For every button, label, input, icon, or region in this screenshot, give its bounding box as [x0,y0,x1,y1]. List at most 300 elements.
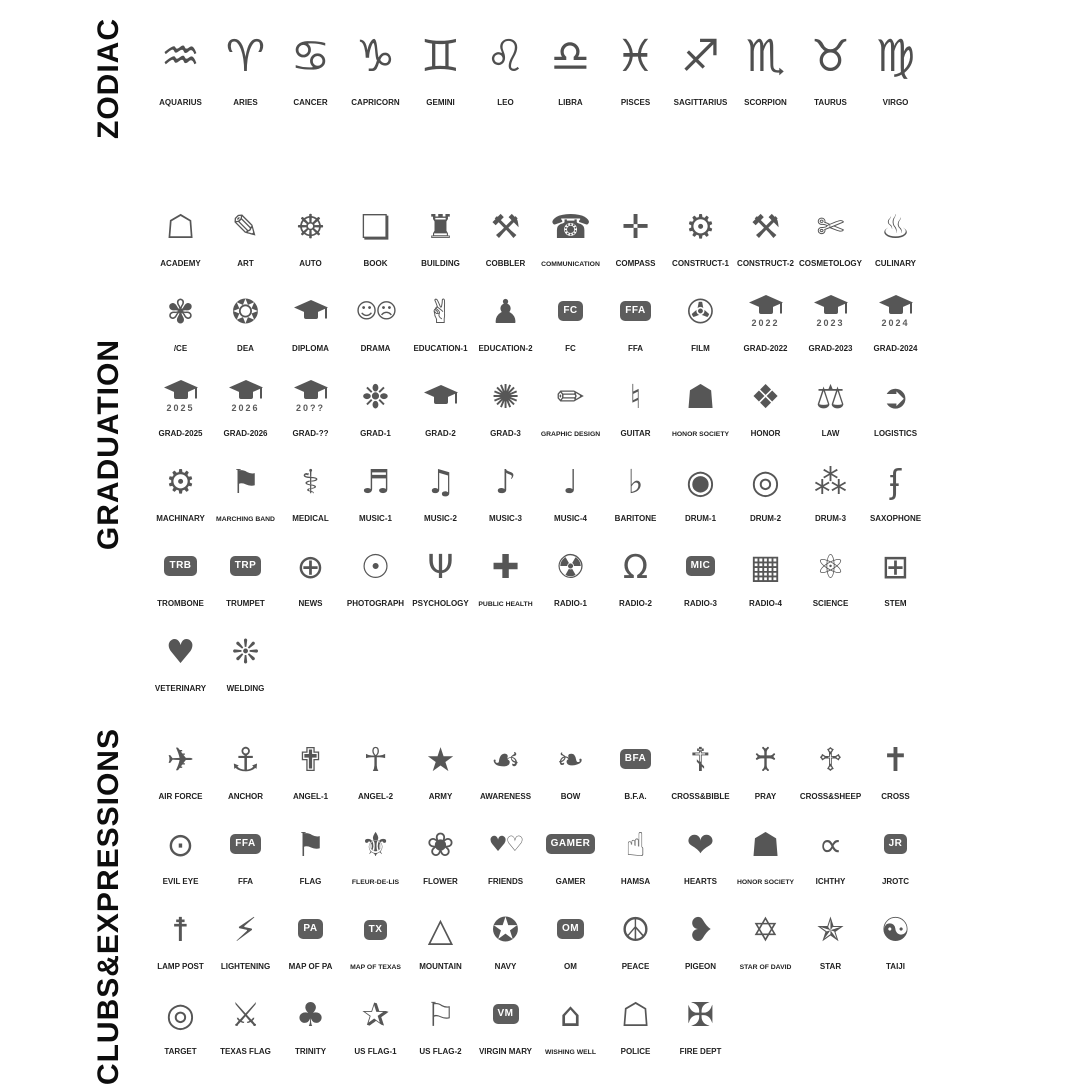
symbol-label: LOGISTICS [873,429,918,439]
virgo-icon [876,18,915,96]
symbol-grad-1 [343,365,408,439]
fire-dept-icon [687,983,715,1045]
graphic-design-icon [557,365,585,429]
lamp-post-glyph: ☨ [171,909,190,949]
symbol-row [148,195,928,269]
drum-2-icon [751,450,780,512]
symbol-label: CROSS&SHEEP [799,792,862,802]
grad-2026-icon [228,365,264,427]
auto-icon [296,195,326,257]
auto-glyph: ☸ [295,206,326,246]
symbol-marching-band [213,450,278,524]
music-2-icon [426,450,456,512]
symbol-label: PSYCHOLOGY [412,599,469,609]
symbol-row [148,620,928,694]
symbol-star-of-david [733,898,798,972]
symbol-grad-2025 [148,365,213,439]
symbol-pisces [603,18,668,108]
symbol-drum-3 [798,450,863,524]
symbol-label: GRAD-3 [490,429,521,439]
symbol-label: ART [237,259,254,269]
libra-icon [551,18,590,96]
symbol-label: TARGET [164,1047,197,1057]
symbol-hearts [668,813,733,887]
photograph-icon [361,535,391,597]
symbol-label: MARCHING BAND [216,515,275,523]
symbol-libra [538,18,603,108]
fleur-de-lis-glyph: ⚜ [360,825,391,865]
anchor-glyph: ⚓ [230,739,261,779]
marching-band-glyph: ⚑ [230,462,261,502]
gamer-monogram: GAMER [546,834,596,854]
symbol-taiji [863,898,928,972]
bow-icon [557,728,585,790]
symbol-row [148,450,928,524]
symbol-ichthy [798,813,863,887]
symbol-label: SCIENCE [812,599,849,609]
symbol-music-1 [343,450,408,524]
symbol-capricorn [343,18,408,108]
flower-glyph: ❀ [426,824,455,864]
ichthy-icon [819,813,843,875]
hearts-icon [687,813,715,875]
symbol-label: LIGHTENING [220,962,271,972]
star-of-david-icon [752,898,780,962]
target-icon [166,983,195,1045]
symbol-trombone [148,535,213,609]
cosmetology-glyph: ✄ [816,206,845,246]
symbol-label: GRAD-2026 [223,429,268,439]
baritone-icon [628,450,644,512]
symbol-label: NAVY [494,962,517,972]
machinary-icon [166,450,196,512]
leo-glyph: ♌ [485,31,526,83]
drama-icon [356,280,396,342]
mountain-glyph: △ [427,909,454,949]
map-of-pa-icon [298,898,322,960]
symbol-radio-3 [668,535,733,609]
grad-2025-year: 2025 [166,403,195,414]
symbol-fire-dept [668,983,733,1057]
army-icon [426,728,456,790]
symbol-peace [603,898,668,972]
symbol-label: COMMUNICATION [541,260,600,268]
welding-icon [232,620,260,682]
cancer-icon [291,18,330,96]
cross-sheep-icon [818,728,843,790]
symbol-label: WELDING [226,684,265,694]
angel-1-glyph: ✟ [296,739,325,779]
symbol-honor-society [668,365,733,439]
drum-1-icon [686,450,715,512]
art-glyph: ✎ [231,206,260,246]
radio-3-icon [686,535,716,597]
symbol-label: ACADEMY [160,259,201,269]
symbol-label: PUBLIC HEALTH [478,600,533,608]
music-4-icon [563,450,579,512]
symbol-saxophone [863,450,928,524]
science-glyph: ⚛ [815,546,846,586]
graduation-cap-icon [293,379,329,403]
taurus-glyph: ♉ [810,31,851,83]
capricorn-glyph: ♑ [355,31,396,83]
diploma-icon [293,280,329,342]
symbol-label: CROSS&BIBLE [671,792,730,802]
symbol-label: CONSTRUCT-1 [672,259,729,269]
stem-icon [882,535,910,597]
symbol-label: GRAD-1 [360,429,391,439]
symbol-communication [538,195,603,269]
b-f-a-icon [620,728,652,790]
section-graduation [70,195,1080,694]
section-title-column [70,195,148,694]
symbol-cross-sheep [798,728,863,802]
grad-2022-icon [748,280,784,342]
symbol-virgo [863,18,928,108]
symbol-grad-2023 [798,280,863,354]
symbol-label: GRAD-2 [425,429,456,439]
symbol-news [278,535,343,609]
symbol-map-of-texas [343,898,408,972]
mountain-icon [428,898,453,960]
ffa-icon [230,813,260,875]
army-glyph: ★ [425,739,456,779]
symbol-label: CROSS [881,792,910,802]
symbol-angel-2 [343,728,408,802]
map-of-texas-monogram: TX [364,920,388,940]
air-force-icon [167,728,195,790]
symbol-virgin-mary [473,983,538,1057]
symbol-music-3 [473,450,538,524]
symbol-label: MUSIC-3 [489,514,522,524]
symbol-compass [603,195,668,269]
music-2-glyph: ♫ [425,461,456,501]
fc-monogram: FC [558,301,582,321]
radio-1-icon [556,535,586,597]
symbol-label: SCORPION [744,98,787,108]
symbol-police [603,983,668,1057]
medical-icon [302,450,320,512]
symbol-rows [148,728,928,1085]
section-title-clubs-expressions: CLUBS&EXPRESSIONS [92,728,125,1085]
logistics-icon [882,365,910,427]
symbol-map-of-pa [278,898,343,972]
symbol-radio-1 [538,535,603,609]
welding-glyph: ❊ [231,631,260,671]
trumpet-monogram: TRP [230,556,262,576]
symbol-label: MAP OF PA [288,962,333,972]
symbol-label: RADIO-2 [619,599,652,609]
section-title-graduation: GRADUATION [92,338,125,551]
drum-2-glyph: ◎ [751,461,780,501]
ce-icon [167,280,195,342]
symbol-label: AIR FORCE [158,792,203,802]
symbol-navy [473,898,538,972]
honor-icon [751,365,781,427]
education-1-glyph: ✌ [426,291,455,331]
symbol-label: PHOTOGRAPH [346,599,405,609]
symbol-label: SAGITTARIUS [673,98,728,108]
symbol-label: VETERINARY [154,684,207,694]
art-icon [232,195,260,257]
graduation-cap-icon [293,299,329,323]
academy-icon [166,195,196,257]
symbol-rows [148,18,928,139]
radio-3-monogram: MIC [686,556,716,576]
symbol-label: AQUARIUS [159,98,202,108]
symbol-label: FLAG [299,877,322,887]
grad-2024-year: 2024 [881,318,910,329]
symbol-label: BOW [560,792,581,802]
symbol-drum-2 [733,450,798,524]
symbol-row [148,983,928,1057]
symbol-row [148,18,928,108]
symbol-label: CANCER [293,98,328,108]
symbol-label: NEWS [298,599,323,609]
libra-glyph: ♎ [550,31,591,83]
symbol-target [148,983,213,1057]
map-of-texas-icon [364,898,388,962]
trinity-icon [296,983,326,1045]
communication-glyph: ☎ [549,207,592,247]
pigeon-icon [687,898,715,960]
scorpion-icon [746,18,785,96]
symbol-label: FLEUR-DE-LIS [351,878,400,886]
symbol-grad-2022 [733,280,798,354]
us-flag-2-glyph: ⚐ [425,994,456,1034]
graduation-cap-icon [423,384,459,408]
section-clubs-expressions [70,728,1080,1085]
symbol-machinary [148,450,213,524]
symbol-label: /CE [173,344,188,354]
graphic-design-glyph: ✏ [556,377,585,417]
graduation-cap-icon [163,379,199,403]
symbol-cancer [278,18,343,108]
symbol-taurus [798,18,863,108]
graduation-cap-icon [748,294,784,318]
culinary-glyph: ♨ [880,206,911,246]
awareness-glyph: ☙ [490,739,521,779]
dea-icon [232,280,260,342]
symbol-label: GRAD-2024 [873,344,918,354]
us-flag-2-icon [426,983,456,1045]
symbol-jrotc [863,813,928,887]
symbol-row [148,365,928,439]
honor-society-glyph: ☗ [750,825,781,865]
grad-2-icon [423,365,459,427]
veterinary-glyph: ♥ [165,631,196,671]
symbol-row [148,280,928,354]
symbol-label: PEACE [621,962,650,972]
symbol-label: FFA [627,344,644,354]
wishing-well-icon [560,983,581,1047]
aries-glyph: ♈ [225,31,266,83]
book-glyph: ❏ [360,206,391,246]
pisces-icon [616,18,655,96]
virgin-mary-monogram: VM [493,1004,519,1024]
aries-icon [226,18,265,96]
film-icon [687,280,715,342]
taiji-icon [881,898,911,960]
hamsa-icon [625,813,645,875]
trumpet-icon [230,535,262,597]
symbol-trumpet [213,535,278,609]
star-glyph: ✯ [816,909,845,949]
symbol-stem [863,535,928,609]
lightening-glyph: ⚡ [233,909,258,949]
hearts-glyph: ❤ [686,824,715,864]
symbol-evil-eye [148,813,213,887]
construct-2-icon [751,195,781,257]
jrotc-icon [884,813,908,875]
compass-glyph: ✛ [621,206,650,246]
symbol-label: COBBLER [485,259,526,269]
aquarius-glyph: ♒ [160,31,201,83]
symbol-label: ANGEL-1 [292,792,329,802]
symbol-science [798,535,863,609]
symbol-row [148,535,928,609]
law-glyph: ⚖ [815,376,846,416]
psychology-icon [428,535,454,597]
map-of-pa-monogram: PA [298,919,322,939]
symbol-label: ARIES [233,98,258,108]
symbol-law [798,365,863,439]
film-glyph: ✇ [686,291,715,331]
guitar-glyph: ♮ [629,376,642,416]
symbol-label: TAIJI [886,962,905,972]
om-monogram: OM [557,919,584,939]
flag-glyph: ⚑ [295,824,326,864]
symbol-army [408,728,473,802]
symbol-label: GRAPHIC DESIGN [540,430,601,438]
symbol-radio-2 [603,535,668,609]
symbol-label: B.F.A. [624,792,647,802]
psychology-glyph: Ψ [427,546,454,586]
friends-icon [489,813,523,875]
symbol-row [148,813,928,887]
symbol-label: TRINITY [294,1047,327,1057]
symbol-label: MAP OF TEXAS [350,963,401,971]
symbol-grad-2024 [863,280,928,354]
pray-glyph: ♰ [753,739,778,779]
grad-3-icon [492,365,520,427]
music-3-glyph: ♪ [494,461,517,501]
symbol-book [343,195,408,269]
symbol-education-2 [473,280,538,354]
compass-icon [622,195,650,257]
public-health-glyph: ✚ [491,547,520,587]
symbol-diploma [278,280,343,354]
symbol-construct-2 [733,195,798,269]
symbol-label: MACHINARY [156,514,205,524]
symbol-trinity [278,983,343,1057]
symbol-label: ANGEL-2 [357,792,394,802]
navy-glyph: ✪ [491,909,520,949]
news-glyph: ⊕ [296,546,325,586]
angel-2-glyph: ☥ [363,739,388,779]
symbol-label: RADIO-3 [684,599,717,609]
aquarius-icon [161,18,200,96]
symbol-label: LAMP POST [157,962,204,972]
construct-1-icon [686,195,716,257]
symbol-mountain [408,898,473,972]
symbol-veterinary [148,620,213,694]
symbol-music-4 [538,450,603,524]
music-3-icon [495,450,516,512]
symbol-art [213,195,278,269]
cosmetology-icon [817,195,845,257]
capricorn-icon [356,18,395,96]
photograph-glyph: ☉ [360,546,391,586]
music-1-glyph: ♬ [360,461,391,501]
symbol-logistics [863,365,928,439]
taurus-icon [811,18,850,96]
sagittarius-glyph: ♐ [680,31,721,83]
symbol-label: FRIENDS [487,877,524,887]
symbol-label: RADIO-4 [749,599,782,609]
symbol-label: TRUMPET [226,599,265,609]
symbol-label: US FLAG-1 [354,1047,397,1057]
section-zodiac [70,18,1080,139]
ffa-monogram: FFA [620,301,650,321]
symbol-label: PRAY [754,792,777,802]
symbol-label: PIGEON [684,962,717,972]
drama-glyph: ☺☹ [355,298,396,323]
symbol-education-1 [408,280,473,354]
symbol-us-flag-2 [408,983,473,1057]
trinity-glyph: ♣ [295,994,326,1034]
b-f-a-monogram: BFA [620,749,652,769]
symbol-bow [538,728,603,802]
medical-glyph: ⚕ [301,461,320,501]
symbol-label: HONOR SOCIETY [671,430,730,438]
grad-1-glyph: ❉ [361,376,390,416]
symbol-label: HONOR SOCIETY [736,878,795,886]
symbol-cosmetology [798,195,863,269]
wishing-well-glyph: ⌂ [560,995,581,1035]
symbol-fc [538,280,603,354]
public-health-icon [492,535,520,599]
symbol-texas-flag [213,983,278,1057]
symbol-label: EDUCATION-2 [478,344,533,354]
symbol-label: SAXOPHONE [869,514,922,524]
symbol-rows [148,195,928,694]
symbol-graphic-design [538,365,603,439]
us-flag-1-icon [362,983,390,1045]
symbol-ffa [603,280,668,354]
symbol-leo [473,18,538,108]
symbol-label: AUTO [299,259,322,269]
radio-4-glyph: ▦ [749,546,782,586]
symbol-grad-3 [473,365,538,439]
stem-glyph: ⊞ [881,546,910,586]
symbol-label: WISHING WELL [545,1048,596,1056]
gemini-glyph: ♊ [420,31,461,83]
symbol-label: COSMETOLOGY [799,259,862,269]
symbol-public-health [473,535,538,609]
target-glyph: ◎ [166,994,195,1034]
symbol-angel-1 [278,728,343,802]
symbol-label: HONOR [750,429,781,439]
marching-band-icon [231,450,261,514]
star-icon [817,898,845,960]
symbol-aries [213,18,278,108]
gemini-icon [421,18,460,96]
symbol-b-f-a [603,728,668,802]
symbol-grad-2026 [213,365,278,439]
radio-1-glyph: ☢ [555,546,586,586]
symbol-ce [148,280,213,354]
